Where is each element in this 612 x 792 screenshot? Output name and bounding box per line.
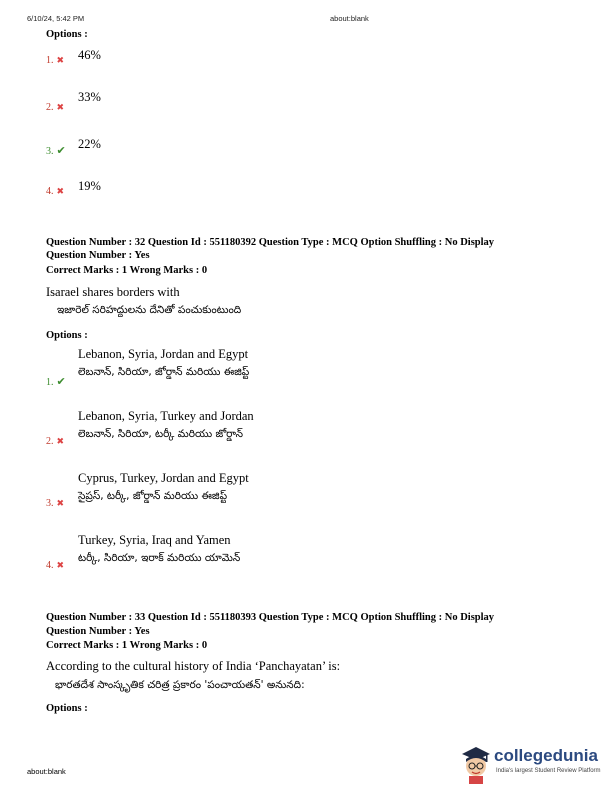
option-text: 22%: [78, 137, 101, 151]
option-number: 1.: [46, 55, 54, 66]
question-meta-line: Question Number : Yes: [46, 250, 150, 261]
cross-icon: ✖: [56, 499, 65, 509]
question-meta-line: Question Number : 32 Question Id : 551180392 Question Type : MCQ Option Shuffling : No Display: [46, 237, 495, 248]
option-text: 46%: [78, 48, 101, 62]
option-text-telugu: లెబనాన్, సిరియా, జోర్డాన్ మరియు ఈజిప్ట్: [78, 366, 250, 378]
cross-icon: ✖: [56, 103, 65, 113]
option-number: 1.: [46, 377, 54, 388]
option-number: 2.: [46, 436, 54, 447]
print-footer-url: about:blank: [27, 767, 66, 776]
option-text-telugu: టర్కీ, సిరియా, ఇరాక్ మరియు యామెన్: [78, 552, 241, 564]
option-number: 2.: [46, 102, 54, 113]
option-number: 3.: [46, 498, 54, 509]
question-meta-line: Question Number : Yes: [46, 626, 150, 637]
question-text-english: Isarael shares borders with: [46, 285, 180, 299]
question-text-english: According to the cultural history of India ‘Panchayatan’ is:: [46, 659, 341, 673]
option-text-telugu: సైప్రస్, టర్కీ, జోర్డాన్ మరియు ఈజిప్ట్: [78, 490, 228, 502]
brand-tagline: India's largest Student Review Platform: [496, 768, 601, 774]
brand-name: collegedunia: [494, 746, 598, 765]
option-text-english: Lebanon, Syria, Turkey and Jordan: [78, 409, 254, 423]
option-text-english: Lebanon, Syria, Jordan and Egypt: [78, 347, 249, 361]
options-label: Options :: [46, 330, 88, 341]
question-marks: Correct Marks : 1 Wrong Marks : 0: [46, 640, 208, 651]
cross-icon: ✖: [56, 437, 65, 447]
option-text-english: Cyprus, Turkey, Jordan and Egypt: [78, 471, 249, 485]
option-text-english: Turkey, Syria, Iraq and Yamen: [78, 533, 231, 547]
check-icon: ✔: [56, 375, 66, 388]
option-text: 33%: [78, 90, 101, 104]
check-icon: ✔: [56, 144, 66, 157]
option-text: 19%: [78, 179, 101, 193]
cross-icon: ✖: [56, 56, 65, 66]
options-label: Options :: [46, 29, 88, 40]
print-page-title: about:blank: [330, 14, 369, 23]
question-marks: Correct Marks : 1 Wrong Marks : 0: [46, 265, 208, 276]
cross-icon: ✖: [56, 561, 65, 571]
print-timestamp: 6/10/24, 5:42 PM: [27, 14, 85, 23]
options-label: Options :: [46, 703, 88, 714]
option-number: 3.: [46, 146, 54, 157]
question-text-telugu: ఇజారెల్ సరిహద్దులను దేనితో పంచుకుంటుంది: [57, 304, 242, 316]
option-number: 4.: [46, 186, 54, 197]
cross-icon: ✖: [56, 187, 65, 197]
student-mascot-icon: [460, 744, 492, 784]
option-number: 4.: [46, 560, 54, 571]
question-text-telugu: భారతదేశ సాంస్కృతిక చరిత్ర ప్రకారం 'పంచాయతన్' అనునది:: [55, 679, 305, 691]
brand-logo: [460, 744, 610, 784]
question-meta-line: Question Number : 33 Question Id : 551180393 Question Type : MCQ Option Shuffling : No Display: [46, 612, 495, 623]
option-text-telugu: లెబనాన్, సిరియా, టర్కీ మరియు జోర్డాన్: [78, 428, 243, 440]
